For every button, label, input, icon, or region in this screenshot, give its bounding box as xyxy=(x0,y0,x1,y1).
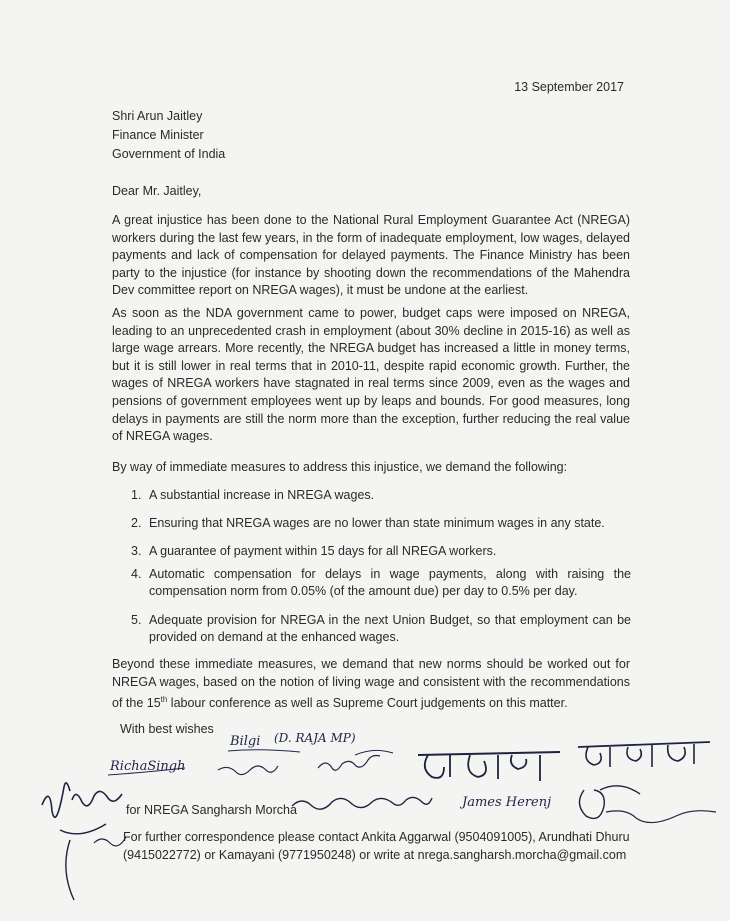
contact-line: For further correspondence please contact Ankita Aggarwal (9504091005), Arundhati Dhuru xyxy=(123,830,630,844)
paragraph-injustice: A great injustice has been done to the National Rural Employment Guarantee Act (NREGA) workers during the last few years, in the form of inadequate employment, low wages, delayed payments and lack of compensation for delayed payments. The Finance Ministry has been party to the injustice (for instance by shooting down the recommendations of the Mahendra Dev committee report on NREGA wages), it must be undone at the earliest. xyxy=(112,213,630,298)
svg-text:(D. RAJA MP): (D. RAJA MP) xyxy=(274,731,356,745)
signature-raja xyxy=(228,731,356,752)
recipient-name: Shri Arun Jaitley xyxy=(112,109,203,123)
signature-nikhil xyxy=(42,783,126,900)
list-text: Ensuring that NREGA wages are no lower than state minimum wages in any state. xyxy=(149,516,605,530)
svg-text:RichaSingh: RichaSingh xyxy=(110,759,186,774)
signature-devanagari-1 xyxy=(418,752,560,781)
signature-richa xyxy=(108,759,185,775)
paragraph-nda-budget: As soon as the NDA government came to power, budget caps were imposed on NREGA, leading to an unprecedented crash in employment (about 30% decline in 2015-16) as well as large wage arrears. More recently, the NREGA budget has increased a little in money terms, but it is still lower in real terms that in 2010-11, despite rapid economic growth. Further, the wages of NREGA workers have stagnated in real terms since 2009, even as the wages and pensions of government employees went up by leaps and bounds. For good measures, long delays in payments are still the norm more than the exception, further reducing the real value of NREGA wages. xyxy=(112,306,630,444)
list-number: 4. xyxy=(131,567,142,581)
list-number: 2. xyxy=(131,516,142,530)
signature-row-middle xyxy=(218,750,393,774)
salutation: Dear Mr. Jaitley, xyxy=(112,184,202,198)
svg-text:Bilgi: Bilgi xyxy=(230,734,261,749)
letter-date: 13 September 2017 xyxy=(514,80,624,94)
svg-text:James Herenj: James Herenj xyxy=(462,795,552,810)
list-number: 5. xyxy=(131,613,142,627)
paragraph-demands-intro: By way of immediate measures to address this injustice, we demand the following: xyxy=(112,460,568,474)
list-number: 1. xyxy=(131,488,142,502)
closing-wishes: With best wishes xyxy=(120,722,214,736)
living-wage-text: Beyond these immediate measures, we demand that new norms should be worked out for NREGA wages, based on the notion of living wage and consistent with the recommendations of the 15 xyxy=(112,657,630,711)
contact-details xyxy=(123,828,643,864)
list-text: A guarantee of payment within 15 days for all NREGA workers. xyxy=(149,544,497,558)
recipient-org: Government of India xyxy=(112,147,226,161)
list-text: Automatic compensation for delays in wage payments, along with raising the compensation norm from 0.05% (of the amount due) per day to 0.5% per day. xyxy=(149,567,631,599)
list-text: Adequate provision for NREGA in the next Union Budget, so that employment can be provided on demand at the enhanced wages. xyxy=(149,613,631,645)
ordinal-suffix: th xyxy=(160,695,168,705)
living-wage-text-end: labour conference as well as Supreme Court judgements on this matter. xyxy=(167,696,568,711)
contact-line-email: (9415022772) or Kamayani (9771950248) or write at nrega.sangharsh.morcha@gmail.com xyxy=(123,848,627,862)
list-number: 3. xyxy=(131,544,142,558)
recipient-title: Finance Minister xyxy=(112,128,204,142)
list-text: A substantial increase in NREGA wages. xyxy=(149,488,375,502)
signature-names-row xyxy=(292,786,716,823)
signature-devanagari-2 xyxy=(578,742,710,767)
signatory-org: for NREGA Sangharsh Morcha xyxy=(126,803,297,817)
